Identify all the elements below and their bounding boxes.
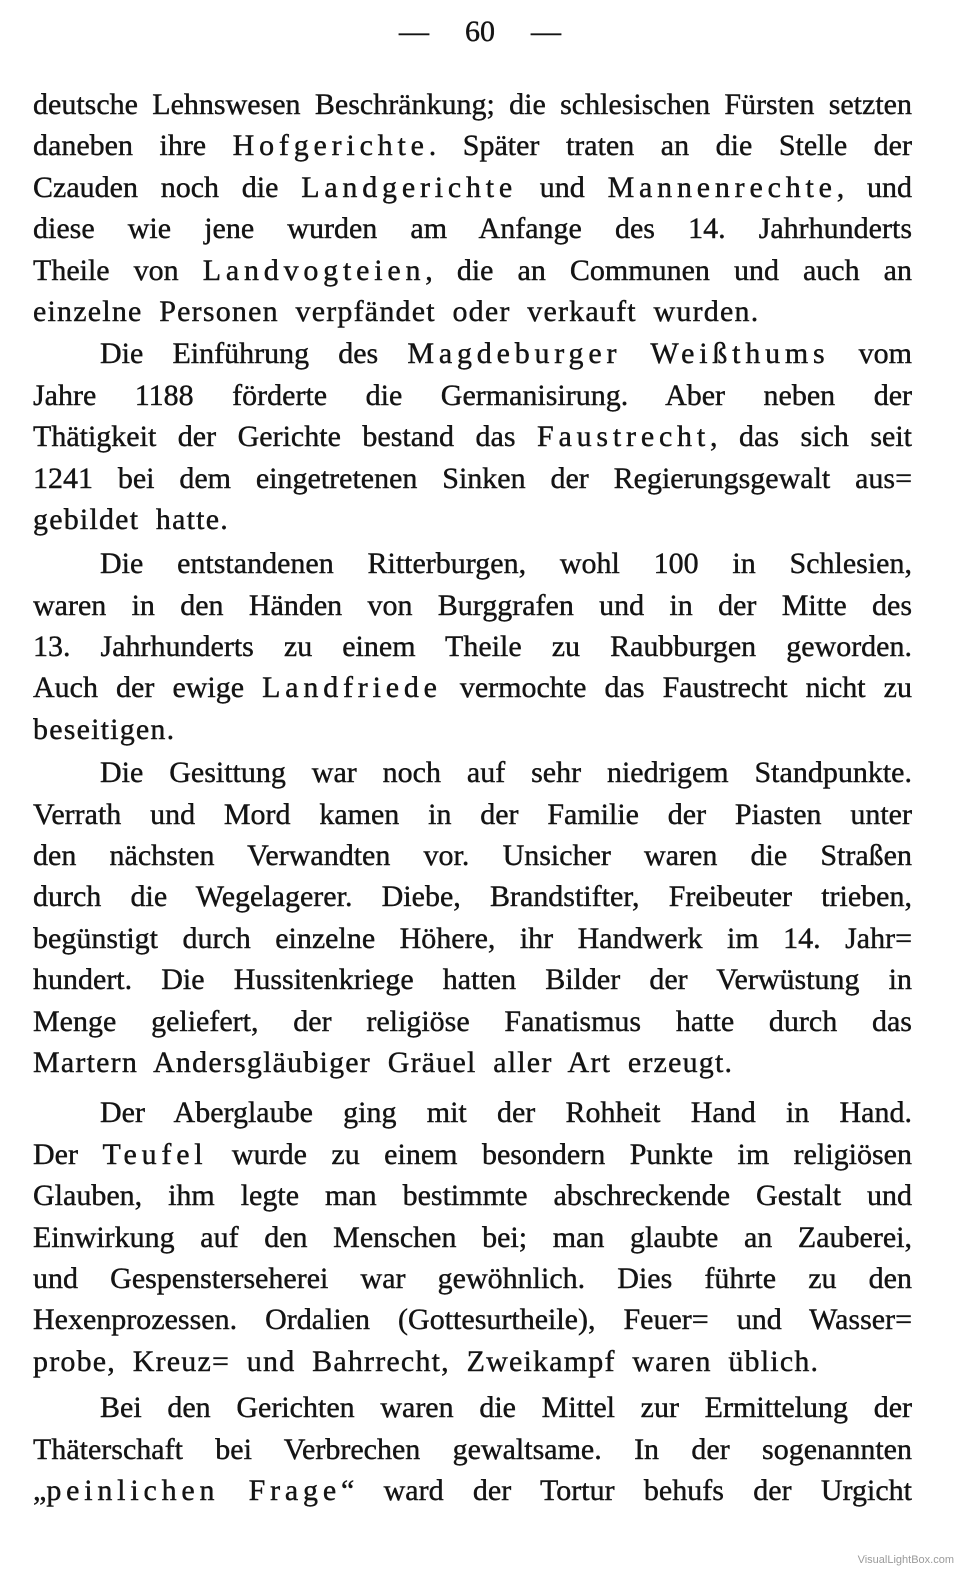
line-text: einzelne Personen verpfändet oder verkauft wurden. bbox=[33, 294, 760, 328]
watermark: VisualLightBox.com bbox=[857, 1554, 954, 1566]
header-dash-right: — bbox=[531, 15, 561, 48]
line-text: “ ward der Tortur behufs der Urgicht bbox=[340, 1473, 912, 1507]
text-line bbox=[33, 794, 912, 835]
text-line bbox=[33, 959, 912, 1000]
line-text: und bbox=[517, 170, 608, 204]
line-text: Die Einführung des bbox=[100, 337, 408, 371]
paragraph bbox=[33, 333, 912, 540]
text-line bbox=[33, 416, 912, 457]
line-text: Die entstandenen Ritterburgen, wohl 100 in Schlesien, bbox=[100, 547, 912, 581]
line-text: Martern Andersgläubiger Gräuel aller Art erzeugt. bbox=[33, 1045, 734, 1079]
spaced-emphasis: Landvogteien bbox=[202, 253, 426, 287]
spaced-emphasis: Hofgerichte bbox=[232, 129, 429, 163]
text-line bbox=[33, 250, 912, 291]
text-line bbox=[33, 543, 912, 584]
spaced-emphasis: Teufel bbox=[102, 1137, 208, 1171]
spaced-emphasis: Faustrecht bbox=[537, 420, 710, 454]
line-text: Jahre 1188 förderte die Germanisirung. Aber neben der bbox=[33, 378, 912, 412]
text-line bbox=[33, 1470, 912, 1511]
line-text: begünstigt durch einzelne Höhere, ihr Handwerk im 14. Jahr= bbox=[33, 921, 912, 955]
text-line bbox=[33, 667, 912, 708]
spaced-emphasis: Weißthums bbox=[650, 337, 830, 371]
spaced-emphasis: Landfriede bbox=[262, 671, 442, 705]
line-text: Menge geliefert, der religiöse Fanatismus hatte durch das bbox=[33, 1004, 912, 1038]
line-text: deutsche Lehnswesen Beschränkung; die schlesischen Fürsten setzten bbox=[33, 88, 912, 121]
text-line bbox=[33, 1429, 912, 1470]
line-text: . Später traten an die Stelle der bbox=[428, 129, 912, 163]
line-text: durch die Wegelagerer. Diebe, Brandstifter, Freibeuter trieben, bbox=[33, 880, 912, 914]
text-line bbox=[33, 1341, 912, 1382]
spaced-emphasis: peinlichen bbox=[46, 1473, 220, 1507]
line-text: wurde zu einem besondern Punkte im religiösen bbox=[207, 1137, 912, 1171]
body-text bbox=[33, 84, 912, 1511]
line-text: probe, Kreuz= und Bahrrecht, Zweikampf waren üblich. bbox=[33, 1344, 820, 1378]
line-text: Der bbox=[33, 1137, 103, 1171]
spaced-emphasis: Mannenrechte bbox=[607, 170, 837, 204]
text-line bbox=[33, 918, 912, 959]
text-line bbox=[33, 585, 912, 626]
line-text: Auch der ewige bbox=[33, 671, 263, 705]
line-text: 1241 bei dem eingetretenen Sinken der Regierungsgewalt aus= bbox=[33, 461, 912, 495]
text-line bbox=[33, 333, 912, 374]
paragraph bbox=[33, 1092, 912, 1382]
text-line bbox=[33, 291, 912, 332]
spaced-emphasis: Frage bbox=[248, 1473, 341, 1507]
text-line bbox=[33, 876, 912, 917]
line-text: beseitigen. bbox=[33, 712, 176, 746]
text-line bbox=[33, 1092, 912, 1133]
line-text: und Gespensterseherei war gewöhnlich. Dies führte zu den bbox=[33, 1261, 912, 1295]
spaced-emphasis: Magdeburger bbox=[407, 337, 622, 371]
line-text: Glauben, ihm legte man bestimmte abschreckende Gestalt und bbox=[33, 1179, 912, 1213]
line-text: den nächsten Verwandten vor. Unsicher waren die Straßen bbox=[33, 839, 912, 873]
header-dash-left: — bbox=[399, 15, 429, 48]
line-text: gebildet hatte. bbox=[33, 502, 229, 536]
line-text: Der Aberglaube ging mit der Rohheit Hand in Hand. bbox=[100, 1096, 912, 1130]
line-text: , die an Communen und auch an bbox=[425, 253, 912, 287]
line-text: hundert. Die Hussitenkriege hatten Bilder der Verwüstung in bbox=[33, 963, 912, 997]
text-line bbox=[33, 84, 912, 125]
paragraph bbox=[33, 543, 912, 750]
text-line bbox=[33, 1042, 912, 1083]
page-number: 60 bbox=[465, 15, 495, 48]
text-line bbox=[33, 626, 912, 667]
paragraph bbox=[33, 752, 912, 1083]
line-text: vermochte das Faustrecht nicht zu bbox=[441, 671, 912, 705]
line-text: diese wie jene wurden am Anfange des 14. Jahrhunderts bbox=[33, 212, 912, 246]
text-line bbox=[33, 1001, 912, 1042]
text-line bbox=[33, 752, 912, 793]
line-text: , und bbox=[836, 170, 912, 204]
paragraph bbox=[33, 84, 912, 332]
text-line bbox=[33, 1387, 912, 1428]
line-text: , das sich seit bbox=[710, 420, 912, 454]
text-line bbox=[33, 709, 912, 750]
text-line bbox=[33, 1217, 912, 1258]
line-text: vom bbox=[829, 337, 912, 371]
text-line bbox=[33, 458, 912, 499]
text-line bbox=[33, 1258, 912, 1299]
text-line bbox=[33, 167, 912, 208]
line-text: Theile von bbox=[33, 253, 203, 287]
text-line bbox=[33, 125, 912, 166]
line-text: Bei den Gerichten waren die Mittel zur Ermittelung der bbox=[100, 1391, 912, 1425]
text-line bbox=[33, 208, 912, 249]
text-line bbox=[33, 835, 912, 876]
line-text: waren in den Händen von Burggrafen und in der Mitte des bbox=[33, 588, 912, 622]
line-text: Thäterschaft bei Verbrechen gewaltsame. In der sogenannten bbox=[33, 1432, 912, 1466]
line-text: Hexenprozessen. Ordalien (Gottesurtheile), Feuer= und Wasser= bbox=[33, 1303, 912, 1337]
line-text bbox=[219, 1474, 248, 1507]
text-line bbox=[33, 1175, 912, 1216]
spaced-emphasis: Landgerichte bbox=[301, 170, 518, 204]
line-text: „ bbox=[33, 1473, 47, 1507]
paragraph bbox=[33, 1387, 912, 1511]
line-text: Verrath und Mord kamen in der Familie der Piasten unter bbox=[33, 797, 912, 831]
text-line bbox=[33, 1299, 912, 1340]
line-text: 13. Jahrhunderts zu einem Theile zu Raubburgen geworden. bbox=[33, 630, 912, 664]
text-line bbox=[33, 375, 912, 416]
line-text: Thätigkeit der Gerichte bestand das bbox=[33, 420, 538, 454]
text-line bbox=[33, 1134, 912, 1175]
line-text bbox=[621, 337, 650, 370]
text-line bbox=[33, 499, 912, 540]
line-text: Einwirkung auf den Menschen bei; man glaubte an Zauberei, bbox=[33, 1220, 912, 1254]
line-text: Die Gesittung war noch auf sehr niedrigem Standpunkte. bbox=[100, 756, 912, 790]
line-text: daneben ihre bbox=[33, 129, 233, 163]
page-header bbox=[0, 12, 960, 52]
line-text: Czauden noch die bbox=[33, 170, 302, 204]
